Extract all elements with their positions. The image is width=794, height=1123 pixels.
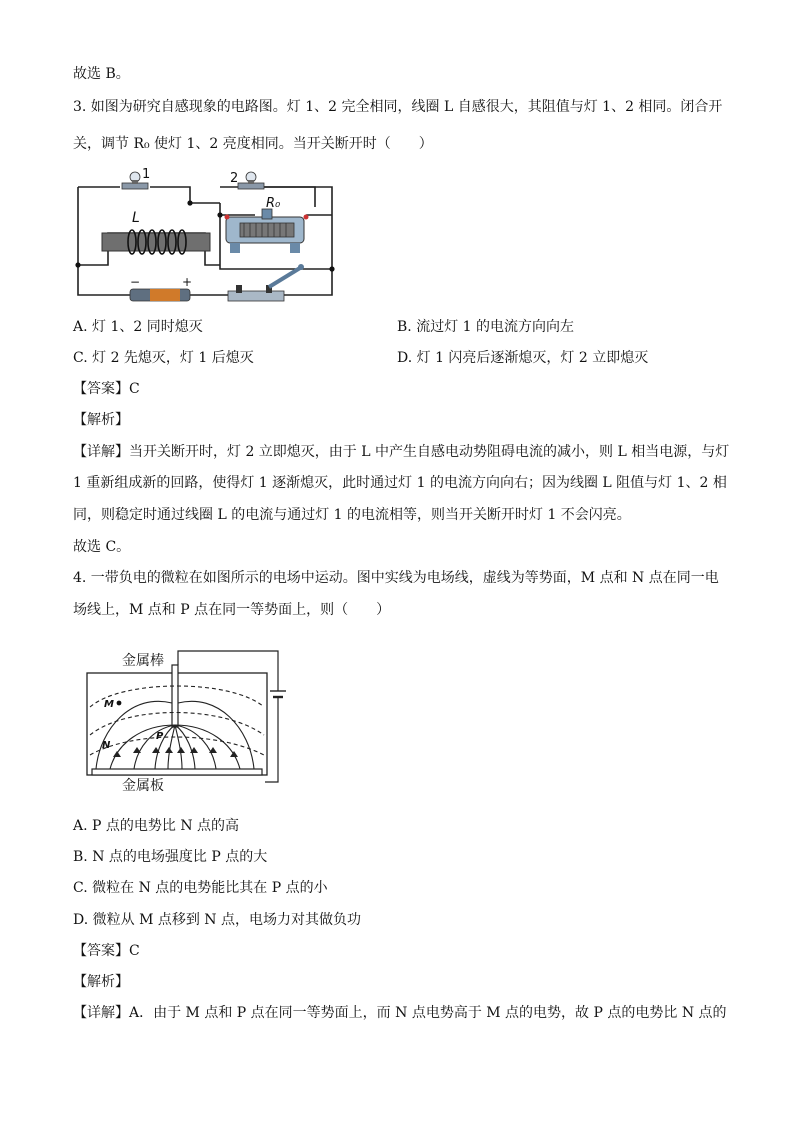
q4-option-c: C. 微粒在 N 点的电势能比其在 P 点的小 bbox=[73, 880, 328, 896]
q4-option-b: B. N 点的电场强度比 P 点的大 bbox=[73, 849, 268, 865]
q4-option-d: D. 微粒从 M 点移到 N 点，电场力对其做负功 bbox=[73, 912, 362, 928]
rod-label: 金属棒 bbox=[122, 653, 164, 669]
q3-option-b: B. 流过灯 1 的电流方向向左 bbox=[397, 319, 574, 335]
q3-circuit-figure bbox=[70, 165, 340, 310]
q3-option-c: C. 灯 2 先熄灭，灯 1 后熄灭 bbox=[73, 350, 254, 366]
q3-conclusion: 故选 C。 bbox=[73, 539, 131, 555]
coil-L-icon bbox=[102, 230, 210, 254]
q4-stem-line2: 场线上，M 点和 P 点在同一等势面上，则（ ） bbox=[73, 602, 391, 618]
rheostat-label: R₀ bbox=[266, 196, 281, 211]
q3-stem-line1: 3. 如图为研究自感现象的电路图。灯 1、2 完全相同，线圈 L 自感很大，其阻值与灯 1、2 相同。闭合开 bbox=[73, 99, 723, 115]
q4-analysis-title: 【解析】 bbox=[73, 974, 129, 990]
q3-detail-line1: 【详解】当开关断开时，灯 2 立即熄灭，由于 L 中产生自感电动势阻碍电流的减小，则 L 相当电源，与灯 bbox=[73, 444, 730, 460]
q3-option-d: D. 灯 1 闪亮后逐渐熄灭，灯 2 立即熄灭 bbox=[397, 350, 649, 366]
q3-stem-line2: 关，调节 R₀ 使灯 1、2 亮度相同。当开关断开时（ ） bbox=[73, 136, 433, 152]
q3-detail-line3: 同，则稳定时通过线圈 L 的电流与通过灯 1 的电流相等，则当开关断开时灯 1 不会闪亮。 bbox=[73, 507, 631, 523]
q3-analysis-title: 【解析】 bbox=[73, 412, 129, 428]
lamp-2-icon bbox=[238, 172, 264, 189]
q4-detail-line1: 【详解】A．由于 M 点和 P 点在同一等势面上，而 N 点电势高于 M 点的电势，故 P 点的电势比 N 点的 bbox=[73, 1005, 727, 1021]
battery-icon bbox=[270, 691, 286, 697]
point-n-label: N bbox=[102, 740, 111, 751]
prev-conclusion: 故选 B。 bbox=[73, 66, 130, 82]
q4-option-a: A. P 点的电势比 N 点的高 bbox=[73, 818, 240, 834]
lamp-2-label: 2 bbox=[230, 171, 239, 186]
point-p-label: P bbox=[156, 731, 164, 742]
coil-label: L bbox=[132, 210, 140, 226]
q3-detail-line2: 1 重新组成新的回路，使得灯 1 逐渐熄灭，此时通过灯 1 的电流方向向右；因为线圈 L 阻值与灯 1、2 相 bbox=[73, 475, 727, 491]
plate-label: 金属板 bbox=[122, 778, 164, 793]
q4-stem-line1: 4. 一带负电的微粒在如图所示的电场中运动。图中实线为电场线，虚线为等势面，M 点和 N 点在同一电 bbox=[73, 570, 719, 586]
q3-answer: 【答案】C bbox=[73, 381, 140, 397]
q4-field-figure bbox=[82, 643, 302, 793]
battery-minus-label: − bbox=[130, 275, 141, 289]
q3-option-a: A. 灯 1、2 同时熄灭 bbox=[73, 319, 203, 335]
battery-plus-label: + bbox=[182, 275, 193, 289]
point-m-label: M bbox=[104, 699, 114, 710]
battery-icon bbox=[130, 289, 190, 301]
lamp-1-label: 1 bbox=[142, 167, 151, 182]
q4-answer: 【答案】C bbox=[73, 943, 140, 959]
